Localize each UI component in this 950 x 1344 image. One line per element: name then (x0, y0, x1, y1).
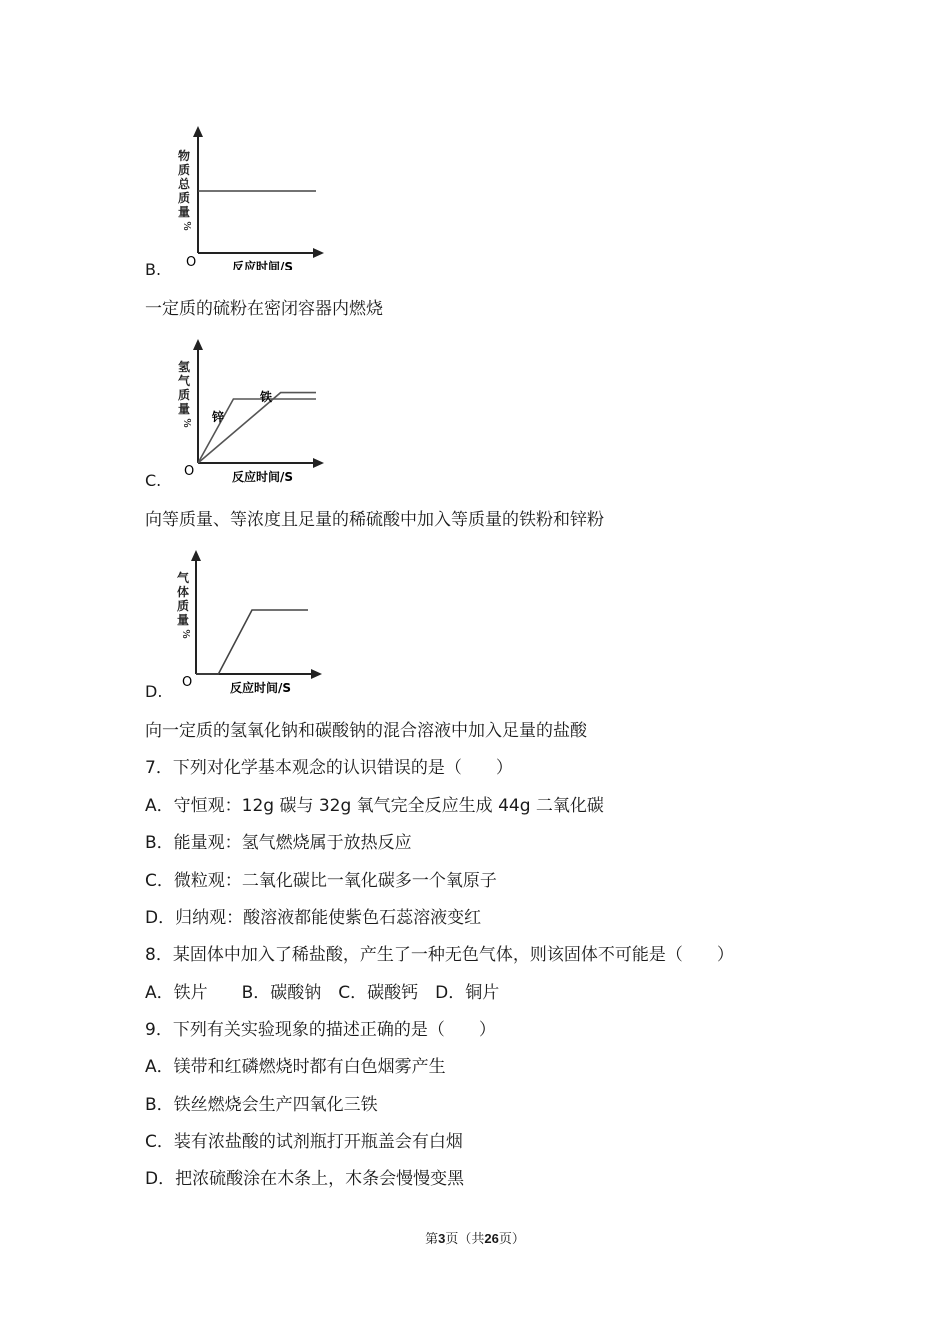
question-7-option-d: D．归纳观：酸溶液都能使紫色石蕊溶液变红 (145, 908, 482, 928)
question-8-options: A．铁片 B．碳酸钠 C．碳酸钙 D．铜片 (145, 983, 500, 1003)
y-axis-label-char: 气 (176, 571, 190, 585)
y-axis-label-char: 体 (176, 585, 190, 599)
question-9-option-c: C．装有浓盐酸的试剂瓶打开瓶盖会有白烟 (145, 1132, 463, 1152)
x-axis-arrow (311, 669, 322, 679)
curve-label-zinc: 锌 (212, 410, 225, 424)
series-line-iron (198, 393, 316, 463)
y-axis-arrow (193, 126, 203, 137)
y-axis-label (177, 570, 190, 627)
graph-c-caption: 向等质量、等浓度且足量的稀硫酸中加入等质量的铁粉和锌粉 (145, 510, 604, 530)
question-7-stem: 7．下列对化学基本观念的认识错误的是（ ） (145, 758, 513, 778)
origin-label: O (182, 675, 193, 690)
question-7-option-a: A．守恒观：12g 碳与 32g 氧气完全反应生成 44g 二氧化碳 (145, 796, 604, 816)
y-axis-arrow (191, 550, 201, 561)
x-axis-arrow (313, 248, 324, 258)
graph-d-svg (170, 546, 330, 696)
y-axis-label-char: 质 (177, 163, 191, 177)
page-footer (0, 1228, 950, 1247)
y-axis-unit: % (181, 221, 192, 231)
y-axis-unit: % (181, 418, 192, 428)
x-axis-label: 反应时间/S (230, 681, 292, 695)
y-axis-label-char: 质 (177, 388, 191, 402)
footer-page-number: 3 (438, 1231, 446, 1246)
option-label-c: C. (145, 471, 162, 490)
y-axis-label-char: 量 (177, 402, 191, 416)
y-axis-label-char: 物 (177, 149, 191, 163)
y-axis-label (178, 359, 191, 416)
graph-c-svg (170, 335, 330, 485)
option-label-d: D. (145, 682, 163, 701)
y-axis-label-char: 氢 (177, 360, 191, 374)
question-9-option-a: A．镁带和红磷燃烧时都有白色烟雾产生 (145, 1057, 446, 1077)
question-8-stem: 8．某固体中加入了稀盐酸，产生了一种无色气体，则该固体不可能是（ ） (145, 945, 734, 965)
origin-label: O (186, 255, 197, 270)
y-axis-arrow (193, 339, 203, 350)
curve-label-iron: 铁 (260, 390, 273, 404)
question-7-option-c: C．微粒观：二氧化碳比一氧化碳多一个氧原子 (145, 871, 497, 891)
x-axis-label: 反应时间/S (232, 260, 294, 270)
y-axis-label-char: 质 (177, 191, 191, 205)
series-line (196, 610, 308, 674)
footer-prefix: 第 (425, 1232, 439, 1247)
graph-d (170, 546, 330, 696)
question-9-option-b: B．铁丝燃烧会生产四氧化三铁 (145, 1095, 378, 1115)
x-axis-arrow (313, 458, 324, 468)
y-axis-label-char: 量 (176, 613, 190, 627)
graph-b (170, 120, 330, 270)
y-axis-label-char: 量 (177, 205, 191, 219)
footer-total-pages: 26 (484, 1231, 499, 1246)
y-axis-unit: % (180, 629, 191, 639)
question-7-option-b: B．能量观：氢气燃烧属于放热反应 (145, 833, 412, 853)
x-axis-label: 反应时间/S (232, 470, 294, 484)
footer-mid: 页（共 (445, 1232, 485, 1247)
origin-label: O (184, 464, 195, 479)
y-axis-label-char: 质 (176, 599, 190, 613)
graph-b-caption: 一定质的硫粉在密闭容器内燃烧 (145, 299, 383, 319)
graph-c (170, 335, 330, 485)
series-line-zinc (198, 399, 316, 463)
question-9-stem: 9．下列有关实验现象的描述正确的是（ ） (145, 1020, 496, 1040)
graph-d-caption: 向一定质的氢氧化钠和碳酸钠的混合溶液中加入足量的盐酸 (145, 721, 587, 741)
y-axis-label-char: 总 (177, 177, 191, 191)
graph-b-svg (170, 120, 330, 270)
y-axis-label-char: 气 (177, 374, 191, 388)
footer-suffix: 页） (498, 1232, 525, 1247)
option-label-b: B. (145, 260, 162, 279)
y-axis-label (178, 148, 191, 219)
question-9-option-d: D．把浓硫酸涂在木条上，木条会慢慢变黑 (145, 1169, 465, 1189)
